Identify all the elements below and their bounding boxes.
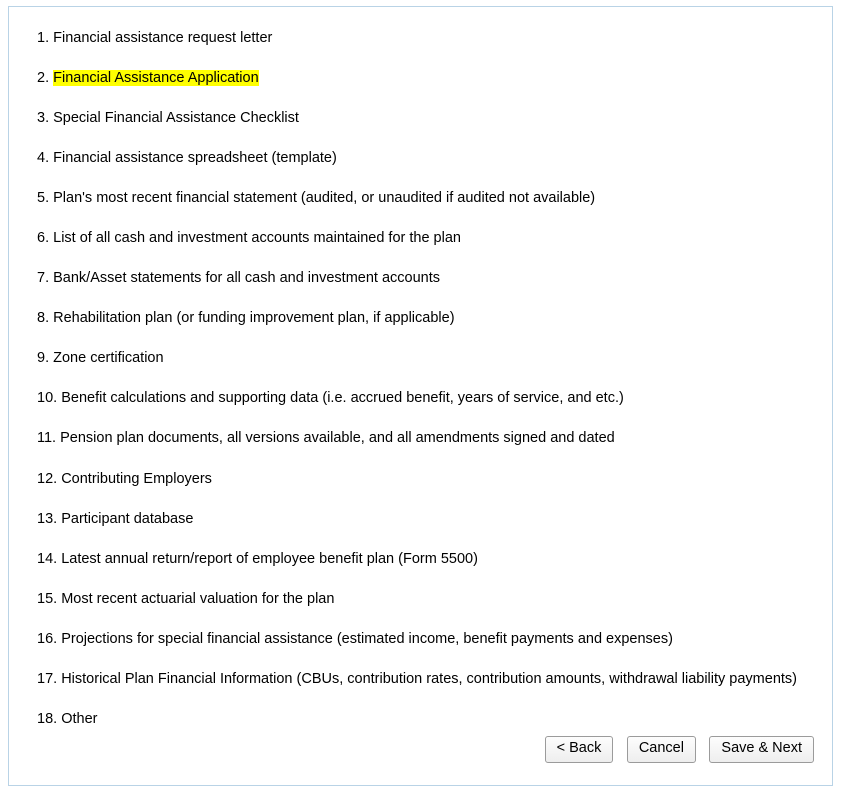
list-item [37, 69, 808, 88]
list-item-number: 17. [37, 670, 58, 687]
list-item [37, 630, 808, 649]
list-item-label: Other [61, 710, 98, 727]
list-item [37, 389, 808, 408]
list-item-label: Latest annual return/report of employee benefit plan (Form 5500) [61, 550, 478, 567]
list-item-label: Bank/Asset statements for all cash and investment accounts [53, 270, 440, 287]
list-item-label: Financial assistance request letter [53, 30, 273, 46]
list-item-number: 4. [37, 150, 50, 167]
list-item-number: 5. [37, 190, 50, 207]
list-item-number: 18. [37, 710, 58, 727]
list-item [37, 229, 808, 248]
list-item-number: 7. [37, 270, 50, 287]
list-item [37, 590, 808, 609]
list-item-number: 14. [37, 550, 58, 567]
list-item-label-highlighted: Financial Assistance Application [53, 70, 259, 87]
list-item-number: 3. [37, 110, 50, 127]
list-item-label: Pension plan documents, all versions available, and all amendments signed and dated [60, 430, 615, 447]
list-item [37, 29, 808, 48]
list-item [37, 309, 808, 328]
list-item-number: 1. [37, 30, 50, 46]
list-item-number: 9. [37, 350, 50, 367]
form-actions [9, 736, 832, 763]
back-button[interactable]: < Back [545, 736, 614, 763]
list-item [37, 349, 808, 368]
list-item-number: 6. [37, 230, 50, 247]
list-item-number: 13. [37, 510, 58, 527]
list-item-number: 11. [37, 430, 57, 447]
list-item-label: List of all cash and investment accounts maintained for the plan [53, 230, 461, 247]
document-checklist-panel [8, 6, 833, 786]
list-item [37, 269, 808, 288]
list-item-label: Contributing Employers [61, 470, 212, 487]
list-item-number: 12. [37, 470, 58, 487]
list-item-number: 16. [37, 630, 58, 647]
list-item [37, 109, 808, 128]
list-item [37, 429, 808, 448]
list-item [37, 189, 808, 208]
list-item-label: Financial assistance spreadsheet (template) [53, 150, 337, 167]
list-item-number: 8. [37, 310, 50, 327]
list-item-label: Rehabilitation plan (or funding improvement plan, if applicable) [53, 310, 455, 327]
list-item-label: Benefit calculations and supporting data (i.e. accrued benefit, years of service, and etc.) [61, 390, 624, 407]
save-and-next-button[interactable]: Save & Next [709, 736, 814, 763]
list-item-label: Plan's most recent financial statement (audited, or unaudited if audited not available) [53, 190, 596, 207]
list-item-number: 10. [37, 390, 58, 407]
list-item [37, 510, 808, 529]
list-item-label: Most recent actuarial valuation for the plan [61, 590, 335, 607]
list-item-number: 15. [37, 590, 58, 607]
list-item [37, 550, 808, 569]
list-item-number: 2. [37, 70, 50, 87]
list-item-label: Participant database [61, 510, 194, 527]
list-item-label: Special Financial Assistance Checklist [53, 110, 299, 127]
cancel-button[interactable]: Cancel [627, 736, 696, 763]
list-item [37, 470, 808, 489]
list-item [37, 710, 808, 729]
document-list [37, 29, 808, 750]
list-item [37, 670, 797, 689]
list-item-label: Projections for special financial assistance (estimated income, benefit payments and expenses) [61, 630, 673, 647]
list-item-label: Historical Plan Financial Information (CBUs, contribution rates, contribution amounts, withdrawal liability payments) [61, 670, 797, 687]
list-item [37, 149, 808, 168]
list-item-label: Zone certification [53, 350, 164, 367]
